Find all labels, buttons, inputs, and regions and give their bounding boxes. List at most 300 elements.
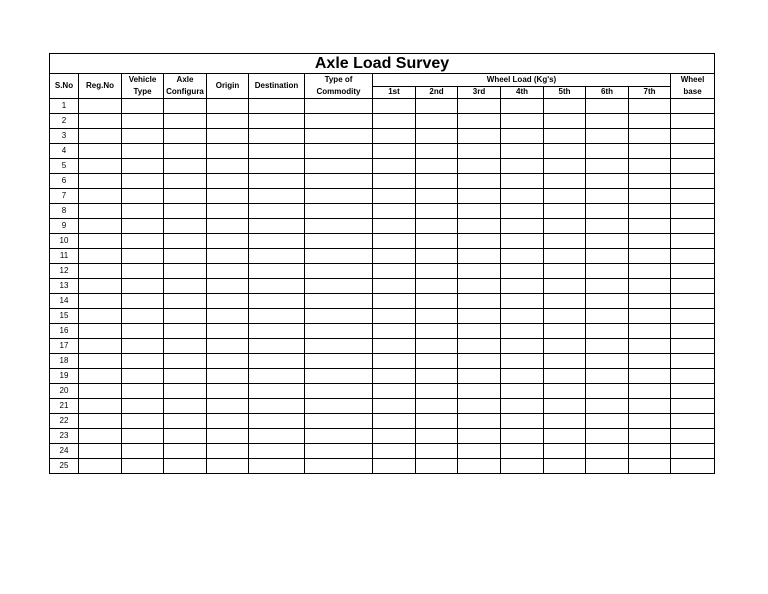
blank-cell[interactable] xyxy=(544,129,586,144)
blank-cell[interactable] xyxy=(544,159,586,174)
blank-cell[interactable] xyxy=(586,159,629,174)
blank-cell[interactable] xyxy=(544,264,586,279)
blank-cell[interactable] xyxy=(671,369,715,384)
blank-cell[interactable] xyxy=(79,354,122,369)
blank-cell[interactable] xyxy=(373,324,416,339)
blank-cell[interactable] xyxy=(671,144,715,159)
blank-cell[interactable] xyxy=(586,264,629,279)
blank-cell[interactable] xyxy=(122,249,164,264)
blank-cell[interactable] xyxy=(629,99,671,114)
blank-cell[interactable] xyxy=(586,444,629,459)
blank-cell[interactable] xyxy=(122,354,164,369)
blank-cell[interactable] xyxy=(544,369,586,384)
blank-cell[interactable] xyxy=(671,204,715,219)
blank-cell[interactable] xyxy=(207,384,249,399)
blank-cell[interactable] xyxy=(79,204,122,219)
blank-cell[interactable] xyxy=(586,99,629,114)
blank-cell[interactable] xyxy=(586,384,629,399)
blank-cell[interactable] xyxy=(671,354,715,369)
blank-cell[interactable] xyxy=(671,309,715,324)
blank-cell[interactable] xyxy=(671,294,715,309)
blank-cell[interactable] xyxy=(164,384,207,399)
blank-cell[interactable] xyxy=(458,369,501,384)
blank-cell[interactable] xyxy=(544,249,586,264)
blank-cell[interactable] xyxy=(305,99,373,114)
blank-cell[interactable] xyxy=(164,444,207,459)
blank-cell[interactable] xyxy=(249,429,305,444)
blank-cell[interactable] xyxy=(586,324,629,339)
blank-cell[interactable] xyxy=(373,339,416,354)
blank-cell[interactable] xyxy=(164,99,207,114)
blank-cell[interactable] xyxy=(122,399,164,414)
blank-cell[interactable] xyxy=(501,99,544,114)
blank-cell[interactable] xyxy=(416,264,458,279)
blank-cell[interactable] xyxy=(305,204,373,219)
blank-cell[interactable] xyxy=(416,384,458,399)
blank-cell[interactable] xyxy=(207,414,249,429)
blank-cell[interactable] xyxy=(79,174,122,189)
blank-cell[interactable] xyxy=(305,369,373,384)
blank-cell[interactable] xyxy=(586,414,629,429)
blank-cell[interactable] xyxy=(544,399,586,414)
blank-cell[interactable] xyxy=(629,219,671,234)
blank-cell[interactable] xyxy=(629,369,671,384)
blank-cell[interactable] xyxy=(305,159,373,174)
blank-cell[interactable] xyxy=(164,144,207,159)
blank-cell[interactable] xyxy=(79,384,122,399)
blank-cell[interactable] xyxy=(164,399,207,414)
blank-cell[interactable] xyxy=(373,234,416,249)
blank-cell[interactable] xyxy=(458,339,501,354)
blank-cell[interactable] xyxy=(305,459,373,474)
blank-cell[interactable] xyxy=(586,354,629,369)
blank-cell[interactable] xyxy=(249,114,305,129)
blank-cell[interactable] xyxy=(305,144,373,159)
blank-cell[interactable] xyxy=(164,429,207,444)
blank-cell[interactable] xyxy=(458,189,501,204)
blank-cell[interactable] xyxy=(501,144,544,159)
blank-cell[interactable] xyxy=(373,219,416,234)
blank-cell[interactable] xyxy=(501,414,544,429)
blank-cell[interactable] xyxy=(544,144,586,159)
blank-cell[interactable] xyxy=(544,99,586,114)
blank-cell[interactable] xyxy=(458,234,501,249)
blank-cell[interactable] xyxy=(629,294,671,309)
blank-cell[interactable] xyxy=(249,324,305,339)
blank-cell[interactable] xyxy=(544,219,586,234)
blank-cell[interactable] xyxy=(586,399,629,414)
blank-cell[interactable] xyxy=(79,189,122,204)
blank-cell[interactable] xyxy=(305,129,373,144)
blank-cell[interactable] xyxy=(544,354,586,369)
blank-cell[interactable] xyxy=(544,459,586,474)
blank-cell[interactable] xyxy=(164,294,207,309)
blank-cell[interactable] xyxy=(586,249,629,264)
blank-cell[interactable] xyxy=(629,174,671,189)
blank-cell[interactable] xyxy=(501,339,544,354)
blank-cell[interactable] xyxy=(122,144,164,159)
blank-cell[interactable] xyxy=(671,324,715,339)
blank-cell[interactable] xyxy=(458,129,501,144)
blank-cell[interactable] xyxy=(164,354,207,369)
blank-cell[interactable] xyxy=(207,174,249,189)
blank-cell[interactable] xyxy=(458,294,501,309)
blank-cell[interactable] xyxy=(544,414,586,429)
blank-cell[interactable] xyxy=(249,444,305,459)
blank-cell[interactable] xyxy=(501,114,544,129)
blank-cell[interactable] xyxy=(305,384,373,399)
blank-cell[interactable] xyxy=(207,234,249,249)
blank-cell[interactable] xyxy=(671,234,715,249)
blank-cell[interactable] xyxy=(122,159,164,174)
blank-cell[interactable] xyxy=(416,129,458,144)
blank-cell[interactable] xyxy=(416,279,458,294)
blank-cell[interactable] xyxy=(629,459,671,474)
blank-cell[interactable] xyxy=(207,399,249,414)
blank-cell[interactable] xyxy=(544,279,586,294)
blank-cell[interactable] xyxy=(629,384,671,399)
blank-cell[interactable] xyxy=(671,99,715,114)
blank-cell[interactable] xyxy=(164,114,207,129)
blank-cell[interactable] xyxy=(249,204,305,219)
blank-cell[interactable] xyxy=(373,354,416,369)
blank-cell[interactable] xyxy=(164,369,207,384)
blank-cell[interactable] xyxy=(458,144,501,159)
blank-cell[interactable] xyxy=(416,324,458,339)
blank-cell[interactable] xyxy=(122,279,164,294)
blank-cell[interactable] xyxy=(164,249,207,264)
blank-cell[interactable] xyxy=(305,219,373,234)
blank-cell[interactable] xyxy=(416,219,458,234)
blank-cell[interactable] xyxy=(458,459,501,474)
blank-cell[interactable] xyxy=(164,204,207,219)
blank-cell[interactable] xyxy=(416,249,458,264)
blank-cell[interactable] xyxy=(671,339,715,354)
blank-cell[interactable] xyxy=(207,204,249,219)
blank-cell[interactable] xyxy=(416,294,458,309)
blank-cell[interactable] xyxy=(458,219,501,234)
blank-cell[interactable] xyxy=(671,174,715,189)
blank-cell[interactable] xyxy=(586,219,629,234)
blank-cell[interactable] xyxy=(416,444,458,459)
blank-cell[interactable] xyxy=(164,129,207,144)
blank-cell[interactable] xyxy=(207,444,249,459)
blank-cell[interactable] xyxy=(373,99,416,114)
blank-cell[interactable] xyxy=(79,219,122,234)
blank-cell[interactable] xyxy=(671,189,715,204)
blank-cell[interactable] xyxy=(458,204,501,219)
blank-cell[interactable] xyxy=(416,159,458,174)
blank-cell[interactable] xyxy=(79,444,122,459)
blank-cell[interactable] xyxy=(373,399,416,414)
blank-cell[interactable] xyxy=(671,219,715,234)
blank-cell[interactable] xyxy=(305,399,373,414)
blank-cell[interactable] xyxy=(79,324,122,339)
blank-cell[interactable] xyxy=(164,189,207,204)
blank-cell[interactable] xyxy=(586,309,629,324)
blank-cell[interactable] xyxy=(544,429,586,444)
blank-cell[interactable] xyxy=(122,444,164,459)
blank-cell[interactable] xyxy=(544,174,586,189)
blank-cell[interactable] xyxy=(122,114,164,129)
blank-cell[interactable] xyxy=(458,309,501,324)
blank-cell[interactable] xyxy=(671,249,715,264)
blank-cell[interactable] xyxy=(629,249,671,264)
blank-cell[interactable] xyxy=(544,339,586,354)
blank-cell[interactable] xyxy=(305,279,373,294)
blank-cell[interactable] xyxy=(416,189,458,204)
blank-cell[interactable] xyxy=(122,174,164,189)
blank-cell[interactable] xyxy=(586,144,629,159)
blank-cell[interactable] xyxy=(164,339,207,354)
blank-cell[interactable] xyxy=(416,354,458,369)
blank-cell[interactable] xyxy=(122,324,164,339)
blank-cell[interactable] xyxy=(501,459,544,474)
blank-cell[interactable] xyxy=(501,369,544,384)
blank-cell[interactable] xyxy=(629,129,671,144)
blank-cell[interactable] xyxy=(79,399,122,414)
blank-cell[interactable] xyxy=(207,114,249,129)
blank-cell[interactable] xyxy=(373,264,416,279)
blank-cell[interactable] xyxy=(671,444,715,459)
blank-cell[interactable] xyxy=(164,234,207,249)
blank-cell[interactable] xyxy=(305,444,373,459)
blank-cell[interactable] xyxy=(501,354,544,369)
blank-cell[interactable] xyxy=(586,294,629,309)
blank-cell[interactable] xyxy=(586,114,629,129)
blank-cell[interactable] xyxy=(249,174,305,189)
blank-cell[interactable] xyxy=(122,414,164,429)
blank-cell[interactable] xyxy=(305,294,373,309)
blank-cell[interactable] xyxy=(629,189,671,204)
blank-cell[interactable] xyxy=(164,279,207,294)
blank-cell[interactable] xyxy=(207,324,249,339)
blank-cell[interactable] xyxy=(249,294,305,309)
blank-cell[interactable] xyxy=(164,264,207,279)
blank-cell[interactable] xyxy=(249,99,305,114)
blank-cell[interactable] xyxy=(501,384,544,399)
blank-cell[interactable] xyxy=(458,264,501,279)
blank-cell[interactable] xyxy=(458,99,501,114)
blank-cell[interactable] xyxy=(501,324,544,339)
blank-cell[interactable] xyxy=(249,309,305,324)
blank-cell[interactable] xyxy=(79,369,122,384)
blank-cell[interactable] xyxy=(416,459,458,474)
blank-cell[interactable] xyxy=(164,174,207,189)
blank-cell[interactable] xyxy=(629,414,671,429)
blank-cell[interactable] xyxy=(416,114,458,129)
blank-cell[interactable] xyxy=(79,159,122,174)
blank-cell[interactable] xyxy=(305,234,373,249)
blank-cell[interactable] xyxy=(305,429,373,444)
blank-cell[interactable] xyxy=(586,174,629,189)
blank-cell[interactable] xyxy=(416,174,458,189)
blank-cell[interactable] xyxy=(207,129,249,144)
blank-cell[interactable] xyxy=(207,264,249,279)
blank-cell[interactable] xyxy=(373,294,416,309)
blank-cell[interactable] xyxy=(501,129,544,144)
blank-cell[interactable] xyxy=(164,459,207,474)
blank-cell[interactable] xyxy=(79,249,122,264)
blank-cell[interactable] xyxy=(373,279,416,294)
blank-cell[interactable] xyxy=(373,414,416,429)
blank-cell[interactable] xyxy=(586,189,629,204)
blank-cell[interactable] xyxy=(122,309,164,324)
blank-cell[interactable] xyxy=(122,264,164,279)
blank-cell[interactable] xyxy=(629,159,671,174)
blank-cell[interactable] xyxy=(458,414,501,429)
blank-cell[interactable] xyxy=(501,429,544,444)
blank-cell[interactable] xyxy=(586,459,629,474)
blank-cell[interactable] xyxy=(249,249,305,264)
blank-cell[interactable] xyxy=(586,204,629,219)
blank-cell[interactable] xyxy=(373,144,416,159)
blank-cell[interactable] xyxy=(586,429,629,444)
blank-cell[interactable] xyxy=(122,294,164,309)
blank-cell[interactable] xyxy=(501,309,544,324)
blank-cell[interactable] xyxy=(164,219,207,234)
blank-cell[interactable] xyxy=(629,264,671,279)
blank-cell[interactable] xyxy=(249,399,305,414)
blank-cell[interactable] xyxy=(305,114,373,129)
blank-cell[interactable] xyxy=(671,159,715,174)
blank-cell[interactable] xyxy=(249,339,305,354)
blank-cell[interactable] xyxy=(629,204,671,219)
blank-cell[interactable] xyxy=(207,279,249,294)
blank-cell[interactable] xyxy=(79,339,122,354)
blank-cell[interactable] xyxy=(305,354,373,369)
blank-cell[interactable] xyxy=(501,189,544,204)
blank-cell[interactable] xyxy=(249,384,305,399)
blank-cell[interactable] xyxy=(305,249,373,264)
blank-cell[interactable] xyxy=(458,159,501,174)
blank-cell[interactable] xyxy=(207,144,249,159)
blank-cell[interactable] xyxy=(305,414,373,429)
blank-cell[interactable] xyxy=(629,339,671,354)
blank-cell[interactable] xyxy=(671,114,715,129)
blank-cell[interactable] xyxy=(207,219,249,234)
blank-cell[interactable] xyxy=(373,429,416,444)
blank-cell[interactable] xyxy=(249,279,305,294)
blank-cell[interactable] xyxy=(586,369,629,384)
blank-cell[interactable] xyxy=(629,324,671,339)
blank-cell[interactable] xyxy=(373,249,416,264)
blank-cell[interactable] xyxy=(207,189,249,204)
blank-cell[interactable] xyxy=(586,339,629,354)
blank-cell[interactable] xyxy=(79,129,122,144)
blank-cell[interactable] xyxy=(544,294,586,309)
blank-cell[interactable] xyxy=(671,414,715,429)
blank-cell[interactable] xyxy=(207,294,249,309)
blank-cell[interactable] xyxy=(249,129,305,144)
blank-cell[interactable] xyxy=(629,354,671,369)
blank-cell[interactable] xyxy=(207,249,249,264)
blank-cell[interactable] xyxy=(79,459,122,474)
blank-cell[interactable] xyxy=(671,384,715,399)
blank-cell[interactable] xyxy=(458,444,501,459)
blank-cell[interactable] xyxy=(305,264,373,279)
blank-cell[interactable] xyxy=(373,384,416,399)
blank-cell[interactable] xyxy=(629,279,671,294)
blank-cell[interactable] xyxy=(501,174,544,189)
blank-cell[interactable] xyxy=(122,384,164,399)
blank-cell[interactable] xyxy=(249,459,305,474)
blank-cell[interactable] xyxy=(416,204,458,219)
blank-cell[interactable] xyxy=(458,399,501,414)
blank-cell[interactable] xyxy=(373,309,416,324)
blank-cell[interactable] xyxy=(373,369,416,384)
blank-cell[interactable] xyxy=(501,234,544,249)
blank-cell[interactable] xyxy=(207,309,249,324)
blank-cell[interactable] xyxy=(544,189,586,204)
blank-cell[interactable] xyxy=(586,234,629,249)
blank-cell[interactable] xyxy=(416,369,458,384)
blank-cell[interactable] xyxy=(416,234,458,249)
blank-cell[interactable] xyxy=(79,144,122,159)
blank-cell[interactable] xyxy=(629,399,671,414)
blank-cell[interactable] xyxy=(79,114,122,129)
blank-cell[interactable] xyxy=(164,159,207,174)
blank-cell[interactable] xyxy=(671,279,715,294)
blank-cell[interactable] xyxy=(416,144,458,159)
blank-cell[interactable] xyxy=(249,159,305,174)
blank-cell[interactable] xyxy=(544,234,586,249)
blank-cell[interactable] xyxy=(249,369,305,384)
blank-cell[interactable] xyxy=(249,414,305,429)
blank-cell[interactable] xyxy=(79,99,122,114)
blank-cell[interactable] xyxy=(458,174,501,189)
blank-cell[interactable] xyxy=(164,414,207,429)
blank-cell[interactable] xyxy=(122,429,164,444)
blank-cell[interactable] xyxy=(207,369,249,384)
blank-cell[interactable] xyxy=(122,234,164,249)
blank-cell[interactable] xyxy=(79,279,122,294)
blank-cell[interactable] xyxy=(305,309,373,324)
blank-cell[interactable] xyxy=(458,324,501,339)
blank-cell[interactable] xyxy=(458,249,501,264)
blank-cell[interactable] xyxy=(544,444,586,459)
blank-cell[interactable] xyxy=(305,339,373,354)
blank-cell[interactable] xyxy=(122,459,164,474)
blank-cell[interactable] xyxy=(249,354,305,369)
blank-cell[interactable] xyxy=(79,264,122,279)
blank-cell[interactable] xyxy=(501,204,544,219)
blank-cell[interactable] xyxy=(207,159,249,174)
blank-cell[interactable] xyxy=(373,459,416,474)
blank-cell[interactable] xyxy=(305,324,373,339)
blank-cell[interactable] xyxy=(79,234,122,249)
blank-cell[interactable] xyxy=(207,459,249,474)
blank-cell[interactable] xyxy=(164,324,207,339)
blank-cell[interactable] xyxy=(671,429,715,444)
blank-cell[interactable] xyxy=(373,174,416,189)
blank-cell[interactable] xyxy=(629,114,671,129)
blank-cell[interactable] xyxy=(544,384,586,399)
blank-cell[interactable] xyxy=(305,174,373,189)
blank-cell[interactable] xyxy=(249,234,305,249)
blank-cell[interactable] xyxy=(544,309,586,324)
blank-cell[interactable] xyxy=(544,204,586,219)
blank-cell[interactable] xyxy=(373,129,416,144)
blank-cell[interactable] xyxy=(416,339,458,354)
blank-cell[interactable] xyxy=(249,264,305,279)
blank-cell[interactable] xyxy=(416,309,458,324)
blank-cell[interactable] xyxy=(79,294,122,309)
blank-cell[interactable] xyxy=(207,339,249,354)
blank-cell[interactable] xyxy=(501,294,544,309)
blank-cell[interactable] xyxy=(501,219,544,234)
blank-cell[interactable] xyxy=(671,129,715,144)
